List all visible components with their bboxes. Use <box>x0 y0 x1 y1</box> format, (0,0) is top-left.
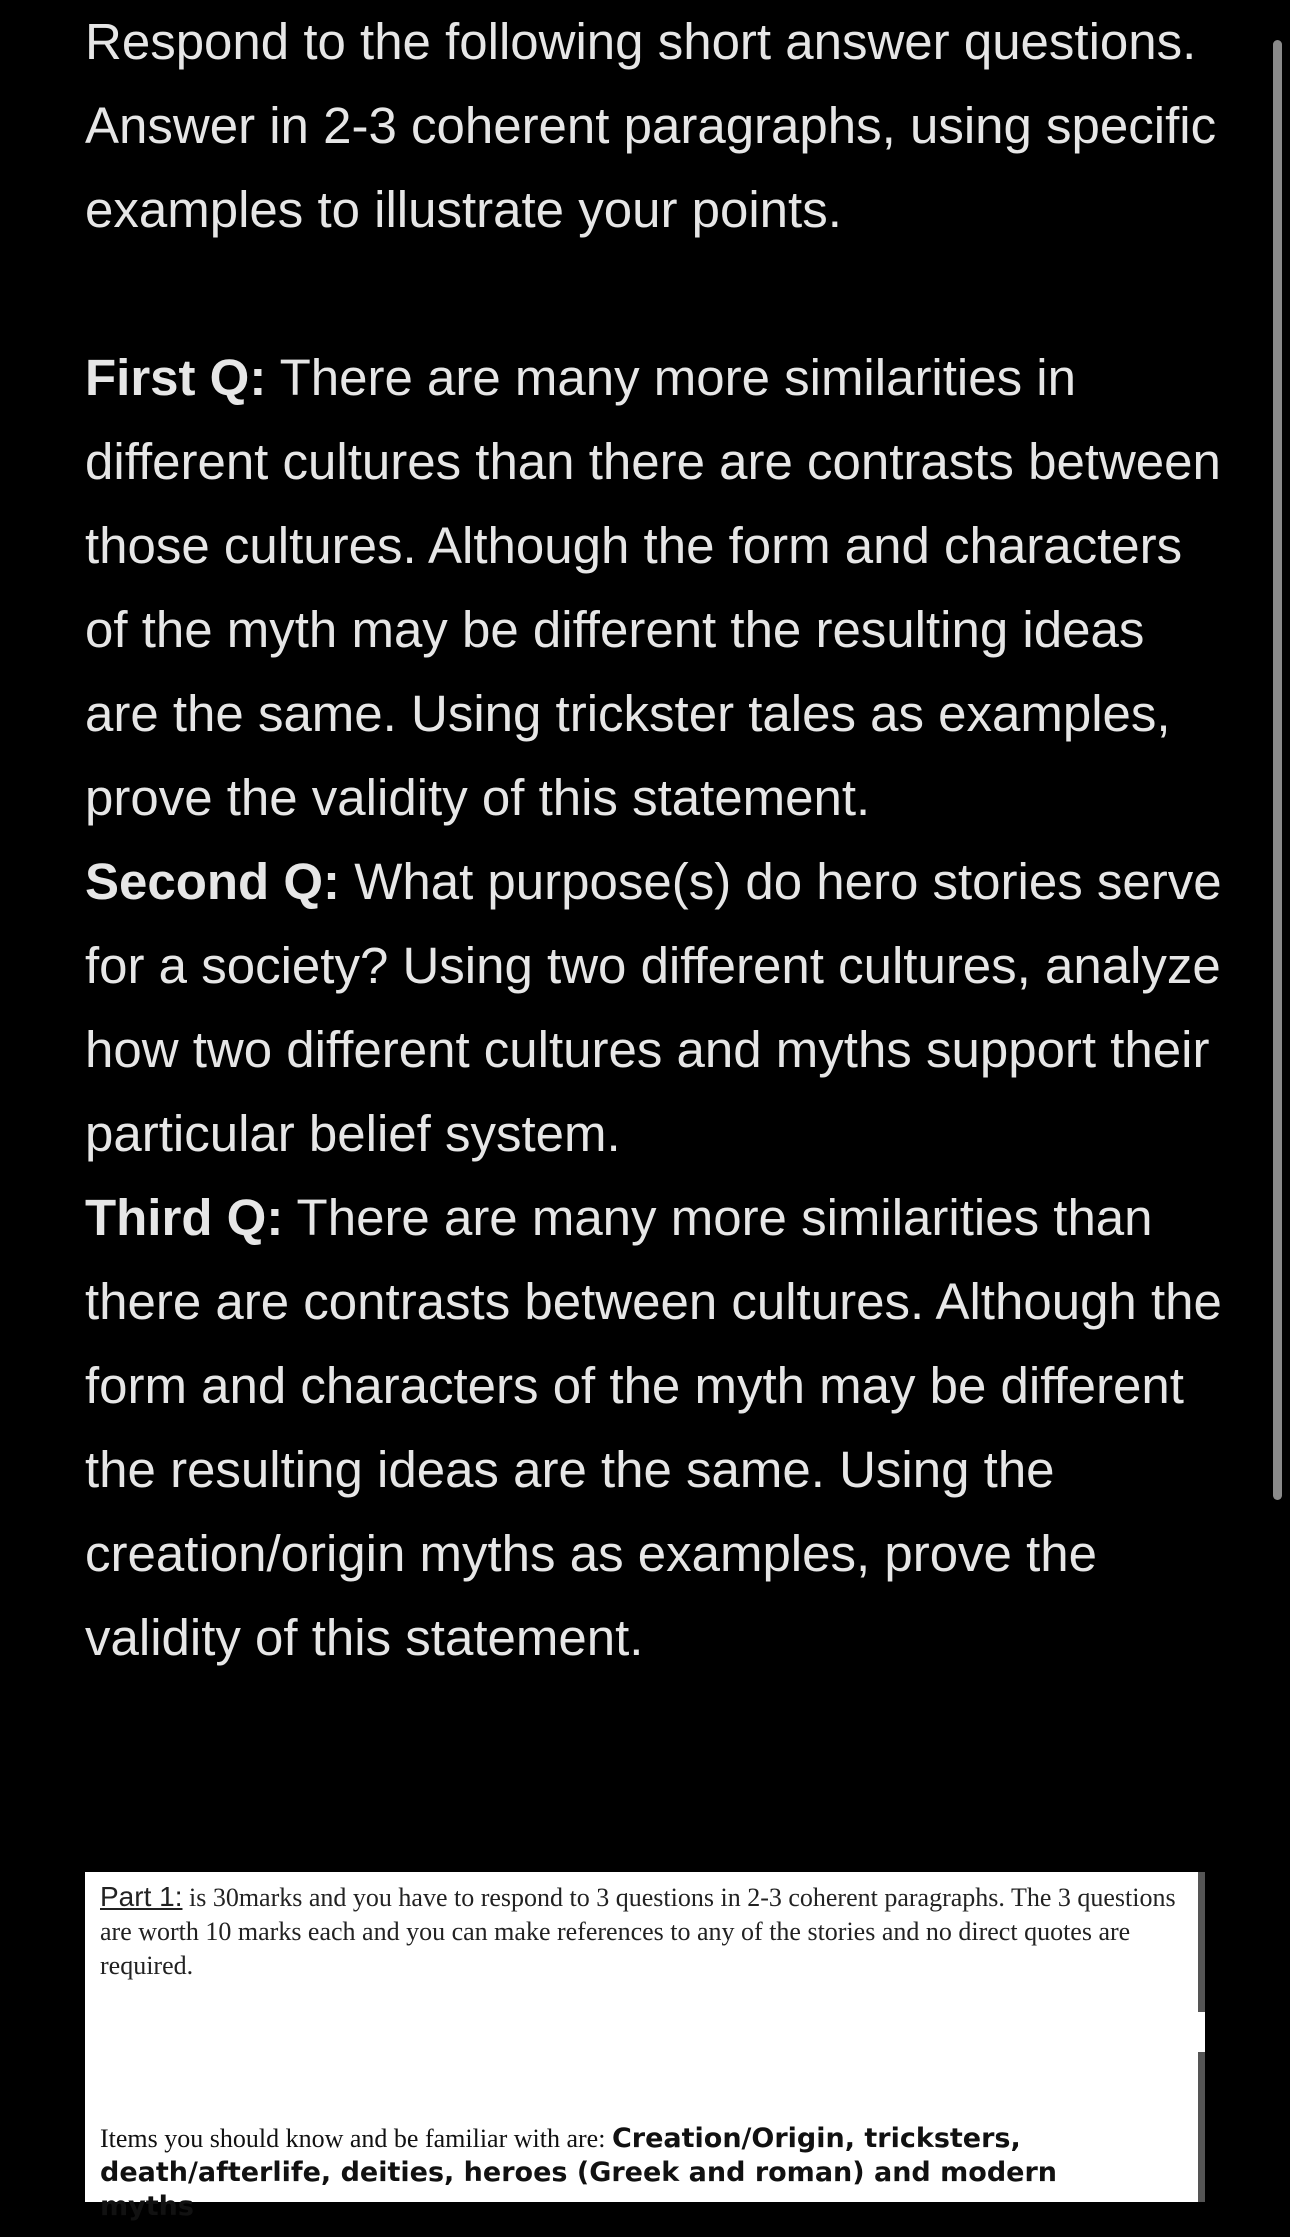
part-label: Part 1: <box>100 1881 183 1912</box>
image-edge-gap <box>1198 2012 1205 2052</box>
scrollbar[interactable] <box>1273 40 1282 1500</box>
question-label: First Q: <box>85 349 267 406</box>
question-text: What purpose(s) do hero stories serve for a society? Using two different cultures, analyze how two different cultures and myths support their particular belief system. <box>85 853 1222 1162</box>
question-label: Third Q: <box>85 1189 284 1246</box>
intro-paragraph: Respond to the following short answer questions. Answer in 2-3 coherent paragraphs, using specific examples to illustrate your points. <box>85 13 1217 238</box>
question-label: Second Q: <box>85 853 341 910</box>
part-description <box>100 1880 1180 1983</box>
embedded-image[interactable] <box>85 1872 1205 2222</box>
items-list <box>100 2122 1160 2224</box>
question-text: There are many more similarities than there are contrasts between cultures. Although the form and characters of the myth may be different the resulting ideas are the same. Using the creation/origin myths as examples, prove the validity of this statement. <box>85 1189 1222 1666</box>
note-body <box>85 0 1225 1680</box>
blank-line <box>85 252 1225 336</box>
part-text: is 30marks and you have to respond to 3 questions in 2-3 coherent paragraphs. The 3 questions are worth 10 marks each and you can make references to any of the stories and no direct quotes are required. <box>100 1883 1176 1980</box>
question-first <box>85 336 1225 840</box>
items-bold: Creation/Origin, tricksters, death/afterlife, deities, heroes (Greek and roman) and modern myths <box>100 2123 1058 2222</box>
question-second <box>85 840 1225 1176</box>
question-text: There are many more similarities in different cultures than there are contrasts between those cultures. Although the form and characters of the myth may be different the resulting ideas are the same. Using trickster tales as examples, prove the validity of this statement. <box>85 349 1221 826</box>
question-third <box>85 1176 1225 1680</box>
items-prefix: Items you should know and be familiar with are: <box>100 2124 612 2153</box>
